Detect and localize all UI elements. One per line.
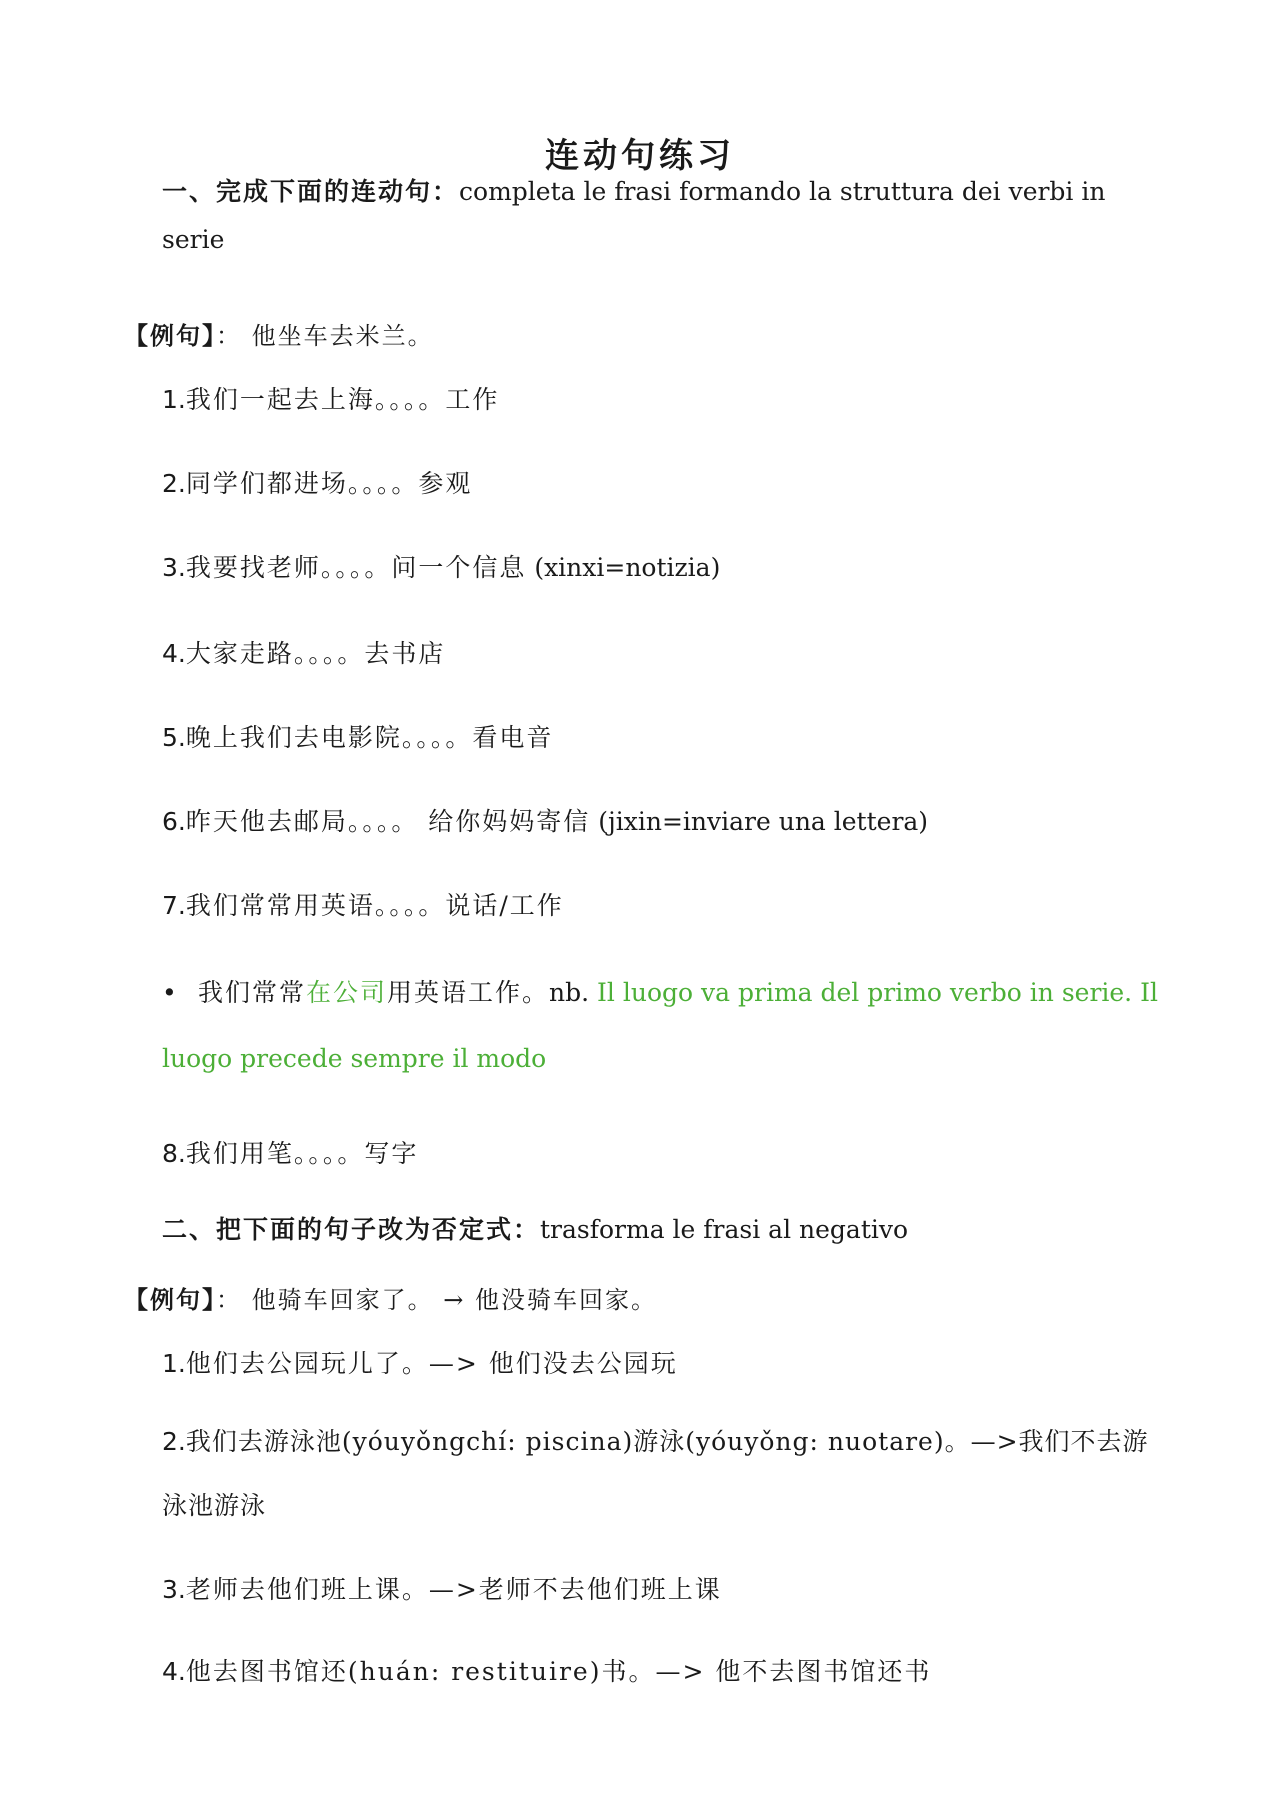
section2-heading-it: trasforma le frasi al negativo bbox=[540, 1215, 909, 1244]
note-part1: 我们常常 bbox=[198, 978, 307, 1007]
exercise-item bbox=[162, 1134, 418, 1170]
item-number: 3. bbox=[162, 1575, 186, 1604]
negation-item bbox=[162, 1410, 1152, 1538]
note-highlight: 在公司 bbox=[306, 978, 388, 1007]
negation-item bbox=[162, 1652, 931, 1688]
item-number: 7. bbox=[162, 891, 186, 920]
item-number: 4. bbox=[162, 1657, 186, 1686]
item-text: 他们去公园玩儿了。—> 他们没去公园玩 bbox=[185, 1349, 678, 1378]
item-text: 晚上我们去电影院。。。。看电音 bbox=[185, 723, 554, 752]
note-explanation: Il luogo va prima del primo verbo in serie. Il luogo precede sempre il modo bbox=[162, 978, 1158, 1073]
example-bracket: 【例句】 bbox=[124, 321, 216, 350]
item-text: 大家走路。。。。去书店 bbox=[185, 639, 446, 668]
item-number: 6. bbox=[162, 807, 186, 836]
example-sep: ： bbox=[216, 322, 242, 350]
item-number: 2. bbox=[162, 1427, 186, 1456]
page-title: 连动句练习 bbox=[545, 136, 735, 176]
example-sep: ： bbox=[216, 1286, 242, 1314]
section2-heading-cn: 二、把下面的句子改为否定式： bbox=[162, 1215, 541, 1244]
item-extra: (jixin=inviare una lettera) bbox=[590, 807, 929, 836]
item-text: 他去图书馆还(huán: restituire)书。—> 他不去图书馆还书 bbox=[185, 1657, 932, 1686]
item-text: 我们常常用英语。。。。说话/工作 bbox=[185, 891, 564, 920]
item-text: 我要找老师。。。。问一个信息 bbox=[185, 553, 527, 582]
item-number: 1. bbox=[162, 385, 186, 414]
section1-heading-cn: 一、完成下面的连动句： bbox=[162, 177, 460, 206]
grammar-note bbox=[162, 960, 1162, 1092]
item-text: 昨天他去邮局。。。。 给你妈妈寄信 bbox=[185, 807, 591, 836]
exercise-item bbox=[162, 464, 472, 500]
exercise-item bbox=[162, 380, 499, 416]
item-number: 5. bbox=[162, 723, 186, 752]
item-text: 我们用笔。。。。写字 bbox=[185, 1139, 419, 1168]
section1-heading bbox=[162, 168, 1152, 264]
example-text: 他骑车回家了。 → 他没骑车回家。 bbox=[251, 1286, 658, 1314]
item-text: 我们一起去上海。。。。工作 bbox=[185, 385, 500, 414]
item-text: 老师去他们班上课。—>老师不去他们班上课 bbox=[185, 1575, 722, 1604]
item-number: 1. bbox=[162, 1349, 186, 1378]
item-number: 3. bbox=[162, 553, 186, 582]
note-nb: nb. bbox=[549, 978, 590, 1007]
section2-heading bbox=[162, 1206, 1152, 1254]
section2-example bbox=[124, 1280, 657, 1315]
exercise-item bbox=[162, 634, 445, 670]
example-bracket: 【例句】 bbox=[124, 1285, 216, 1314]
item-extra: (xinxi=notizia) bbox=[526, 553, 721, 582]
item-number: 4. bbox=[162, 639, 186, 668]
exercise-item bbox=[162, 718, 553, 754]
negation-item bbox=[162, 1344, 678, 1380]
section1-heading-it: completa le frasi formando la struttura dei verbi in serie bbox=[162, 177, 1106, 254]
negation-item bbox=[162, 1570, 722, 1606]
example-text: 他坐车去米兰。 bbox=[251, 322, 434, 350]
exercise-item bbox=[162, 802, 928, 838]
item-number: 2. bbox=[162, 469, 186, 498]
item-number: 8. bbox=[162, 1139, 186, 1168]
bullet-icon: • bbox=[162, 978, 177, 1007]
item-text: 同学们都进场。。。。参观 bbox=[185, 469, 473, 498]
section1-example bbox=[124, 316, 434, 351]
exercise-item bbox=[162, 886, 564, 922]
item-text: 我们去游泳池(yóuyǒngchí: piscina)游泳(yóuyǒng: nuotare)。—>我们不去游泳池游泳 bbox=[162, 1427, 1149, 1520]
note-part2: 用英语工作。 bbox=[387, 978, 550, 1007]
exercise-item bbox=[162, 548, 720, 584]
